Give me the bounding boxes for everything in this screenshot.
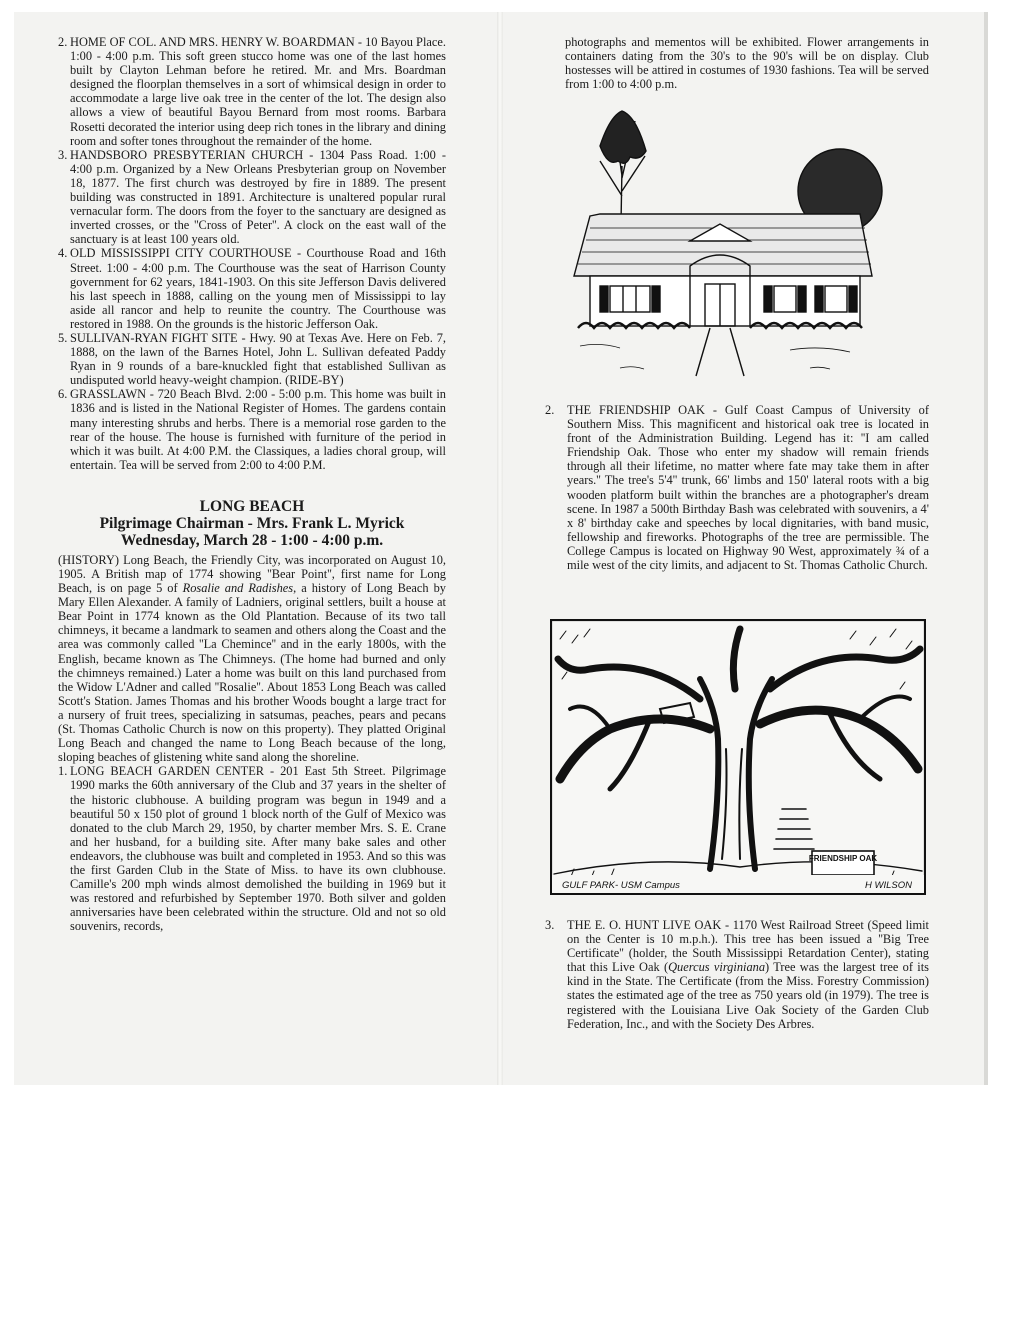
sign-text: FRIENDSHIP OAK [808,854,878,863]
item-text-part: ) Tree was the largest tree of its kind in the State. The Certificate (from the Miss. Forestry Commission) states the estimated age of the tree as 750 years old (in 1979). The tree is registered with the Louisiana Live Oak Society of the Garden Club Federation, Inc., and with the Society Des Arbres. [567,960,929,1031]
tour-item-4 [58,246,446,331]
illustration-caption: GULF PARK- USM Campus [562,880,680,891]
page-fold [497,12,503,1085]
continuation-paragraph [565,35,929,91]
history-text: (HISTORY) Long Beach, the Friendly City, was incorporated on August 10, 1905. A British map of 1774 showing ''Bear Point'', first name for Long Beach, is on page 5 of [58,552,446,596]
item-number: 3. [58,147,68,162]
history-text-continued: , a history of Long Beach by Mary Ellen Alexander. A family of Ladniers, original settlers, built a house at Bear Point in 1774 known as the Old Plantation. Because of its two tall chimneys, it became a landmark to seamen and others along the Coast and the area was commonly called ''La Chemince'' and in the early 1800s, with the English, became known as The Chimneys. (The home had burned and only the chimneys remained.) Later a home was built on this land purchased from the Widow L'Adner and called ''Rosalie''. About 1853 Long Beach was called Scott's Station. James Thomas and his brother Woods bought a large tract for a nursery of fruit trees, specializing in satsumas, peaches, pears and pecans (St. Thomas Catholic Church is now on this property). They platted Original Long Beach and changed the name to Long Beach because of the long, sloping beaches of glistening white sand along the shoreline. [58,581,446,765]
item-text: SULLIVAN-RYAN FIGHT SITE - Hwy. 90 at Texas Ave. Here on Feb. 7, 1888, on the lawn of the Barnes Hotel, John L. Sullivan defeated Paddy Ryan in 9 rounds of a bare-knuckled fight that established Sullivan as undisputed world heavy-weight champion. (RIDE-BY) [70,330,446,388]
tour-item-6 [58,387,446,472]
item-number: 4. [58,246,68,261]
page-edge [984,12,988,1085]
item-block [545,403,929,572]
tour-item-friendship-oak [545,403,929,572]
item-number: 3. [545,918,555,932]
item-text: OLD MISSISSIPPI CITY COURTHOUSE - Courthouse Road and 16th Street. 1:00 - 4:00 p.m. The Courthouse was the seat of Harrison County government for 62 years, 1841-1903. On this site Jefferson Davis delivered his last speech in 1888, calling on the young men of Mississippi to lay aside all rancor and help to reunite the country. The Courthouse was restored in 1988. On the grounds is the historic Jefferson Oak. [70,246,446,331]
continuation-text: photographs and mementos will be exhibited. Flower arrangements in containers dating from the 30's to the 90's will be on display. Club hostesses will be attired in costumes of 1930 fashions. Tea will be served from 1:00 to 4:00 p.m. [565,35,929,92]
artist-signature: H WILSON [865,880,912,891]
left-column [58,35,446,933]
tour-item-2 [58,35,446,148]
item-text: LONG BEACH GARDEN CENTER - 201 East 5th Street. Pilgrimage 1990 marks the 60th anniversary of the Club and 37 years in the shelter of the historic clubhouse. A building program was begun in 1949 and a beautiful 50 x 150 plot of ground 1 block north of the Gulf of Mexico was donated to the club March 29, 1950, by charter member Mrs. S. E. Crane and her husband, for a building site. After many bake sales and other endeavors, the clubhouse was built and completed in 1953. And so this was the first Garden Club in the State of Miss. to have its own clubhouse. Camille's 200 mph winds almost demolished the building in 1969 but it was restored and refurbished by September 1970. Both silver and golden anniversaries have been celebrated within the structure. Old and not so old souvenirs, records, [70,764,446,934]
item-text [567,918,929,1031]
section-title: LONG BEACH [199,497,305,515]
item-text-part: THE E. O. HUNT LIVE OAK - 1170 West Railroad Street (Speed limit on the Center is 10 m.p.h.). This tree has been issued a ''Big Tree Certificate'' (holder, the South Mississippi Retardation Center), stating that this Live Oak ( [567,918,929,975]
garden-center-illustration [560,106,900,378]
item-block [545,918,929,1031]
tour-item-5 [58,331,446,387]
history-paragraph [58,553,446,764]
friendship-oak-illustration [550,619,926,895]
item-text: HOME OF COL. AND MRS. HENRY W. BOARDMAN - 10 Bayou Place. 1:00 - 4:00 p.m. This soft green stucco home was one of the last homes built by Clayton Lehman before he retired. Mr. and Mrs. Boardman designed the floorplan themselves in a sort of whimsical design in order to accommodate a large live oak tree in the center of the lot. The design also allows a view of beautiful Bayou Bernard from most rooms. Barbara Rosetti decorated the interior using deep rich tones in the library and dining room and softer tones throughout the remainder of the home. [70,35,446,148]
item-number: 2. [58,35,68,49]
item-text: HANDSBORO PRESBYTERIAN CHURCH - 1304 Pass Road. 1:00 - 4:00 p.m. Organized by a New Orleans Presbyterian group on November 18, 1877. The first church was destroyed by fire in 1889. The present building was constructed in 1891. Architecture is unaltered popular rural vernacular form. The doors from the foyer to the sanctuary are designed as inverted crosses, or the ''Cross of Peter''. A clock on the east wall of the sanctuary is at least 100 years old. [70,147,446,247]
tour-item-lb1 [58,764,446,933]
item-number: 2. [545,403,555,417]
section-date: Wednesday, March 28 - 1:00 - 4:00 p.m. [120,531,384,549]
section-heading [58,498,446,549]
species-name: Quercus virginiana [668,960,766,975]
tour-item-hunt-live-oak [545,918,929,1031]
book-title: Rosalie and Radishes [182,581,294,596]
section-chairman: Pilgrimage Chairman - Mrs. Frank L. Myrick [99,514,405,532]
tour-item-3 [58,148,446,247]
item-text: GRASSLAWN - 720 Beach Blvd. 2:00 - 5:00 p.m. This home was built in 1836 and is listed in the National Register of Homes. The gardens contain many interesting shrubs and herbs. There is a memorial rose garden to the rear of the house. The house is furnished with furniture of the period in which it was built. At 4:00 P.M. the Classiques, a ladies choral group, will entertain. Tea will be served from 2:00 to 4:00 P.M. [70,387,446,472]
item-number: 5. [58,330,68,345]
item-number: 1. [58,764,68,779]
item-number: 6. [58,387,68,402]
item-text: THE FRIENDSHIP OAK - Gulf Coast Campus of University of Southern Miss. This magnificent and historical oak tree is located in front of the Administration Building. Legend has it: ''I am called Friendship Oak. Those who enter my shadow will remain friends through all their lifetime, no matter where fate may take them in after years.'' The tree's 5'4'' trunk, 66' limbs and 150' lateral roots with a big wooden platform built within the branches are a photographer's dream scene. In 1987 a 500th Birthday Bash was celebrated with souvenirs, a 4' x 8' birthday cake and speeches by local dignitaries, with band music, fellowship and fireworks. Photographs of the tree are permissible. The College Campus is located on Highway 90 West, approximately ¾ of a mile west of the city limits, and adjacent to St. Thomas Catholic Church. [567,403,929,573]
